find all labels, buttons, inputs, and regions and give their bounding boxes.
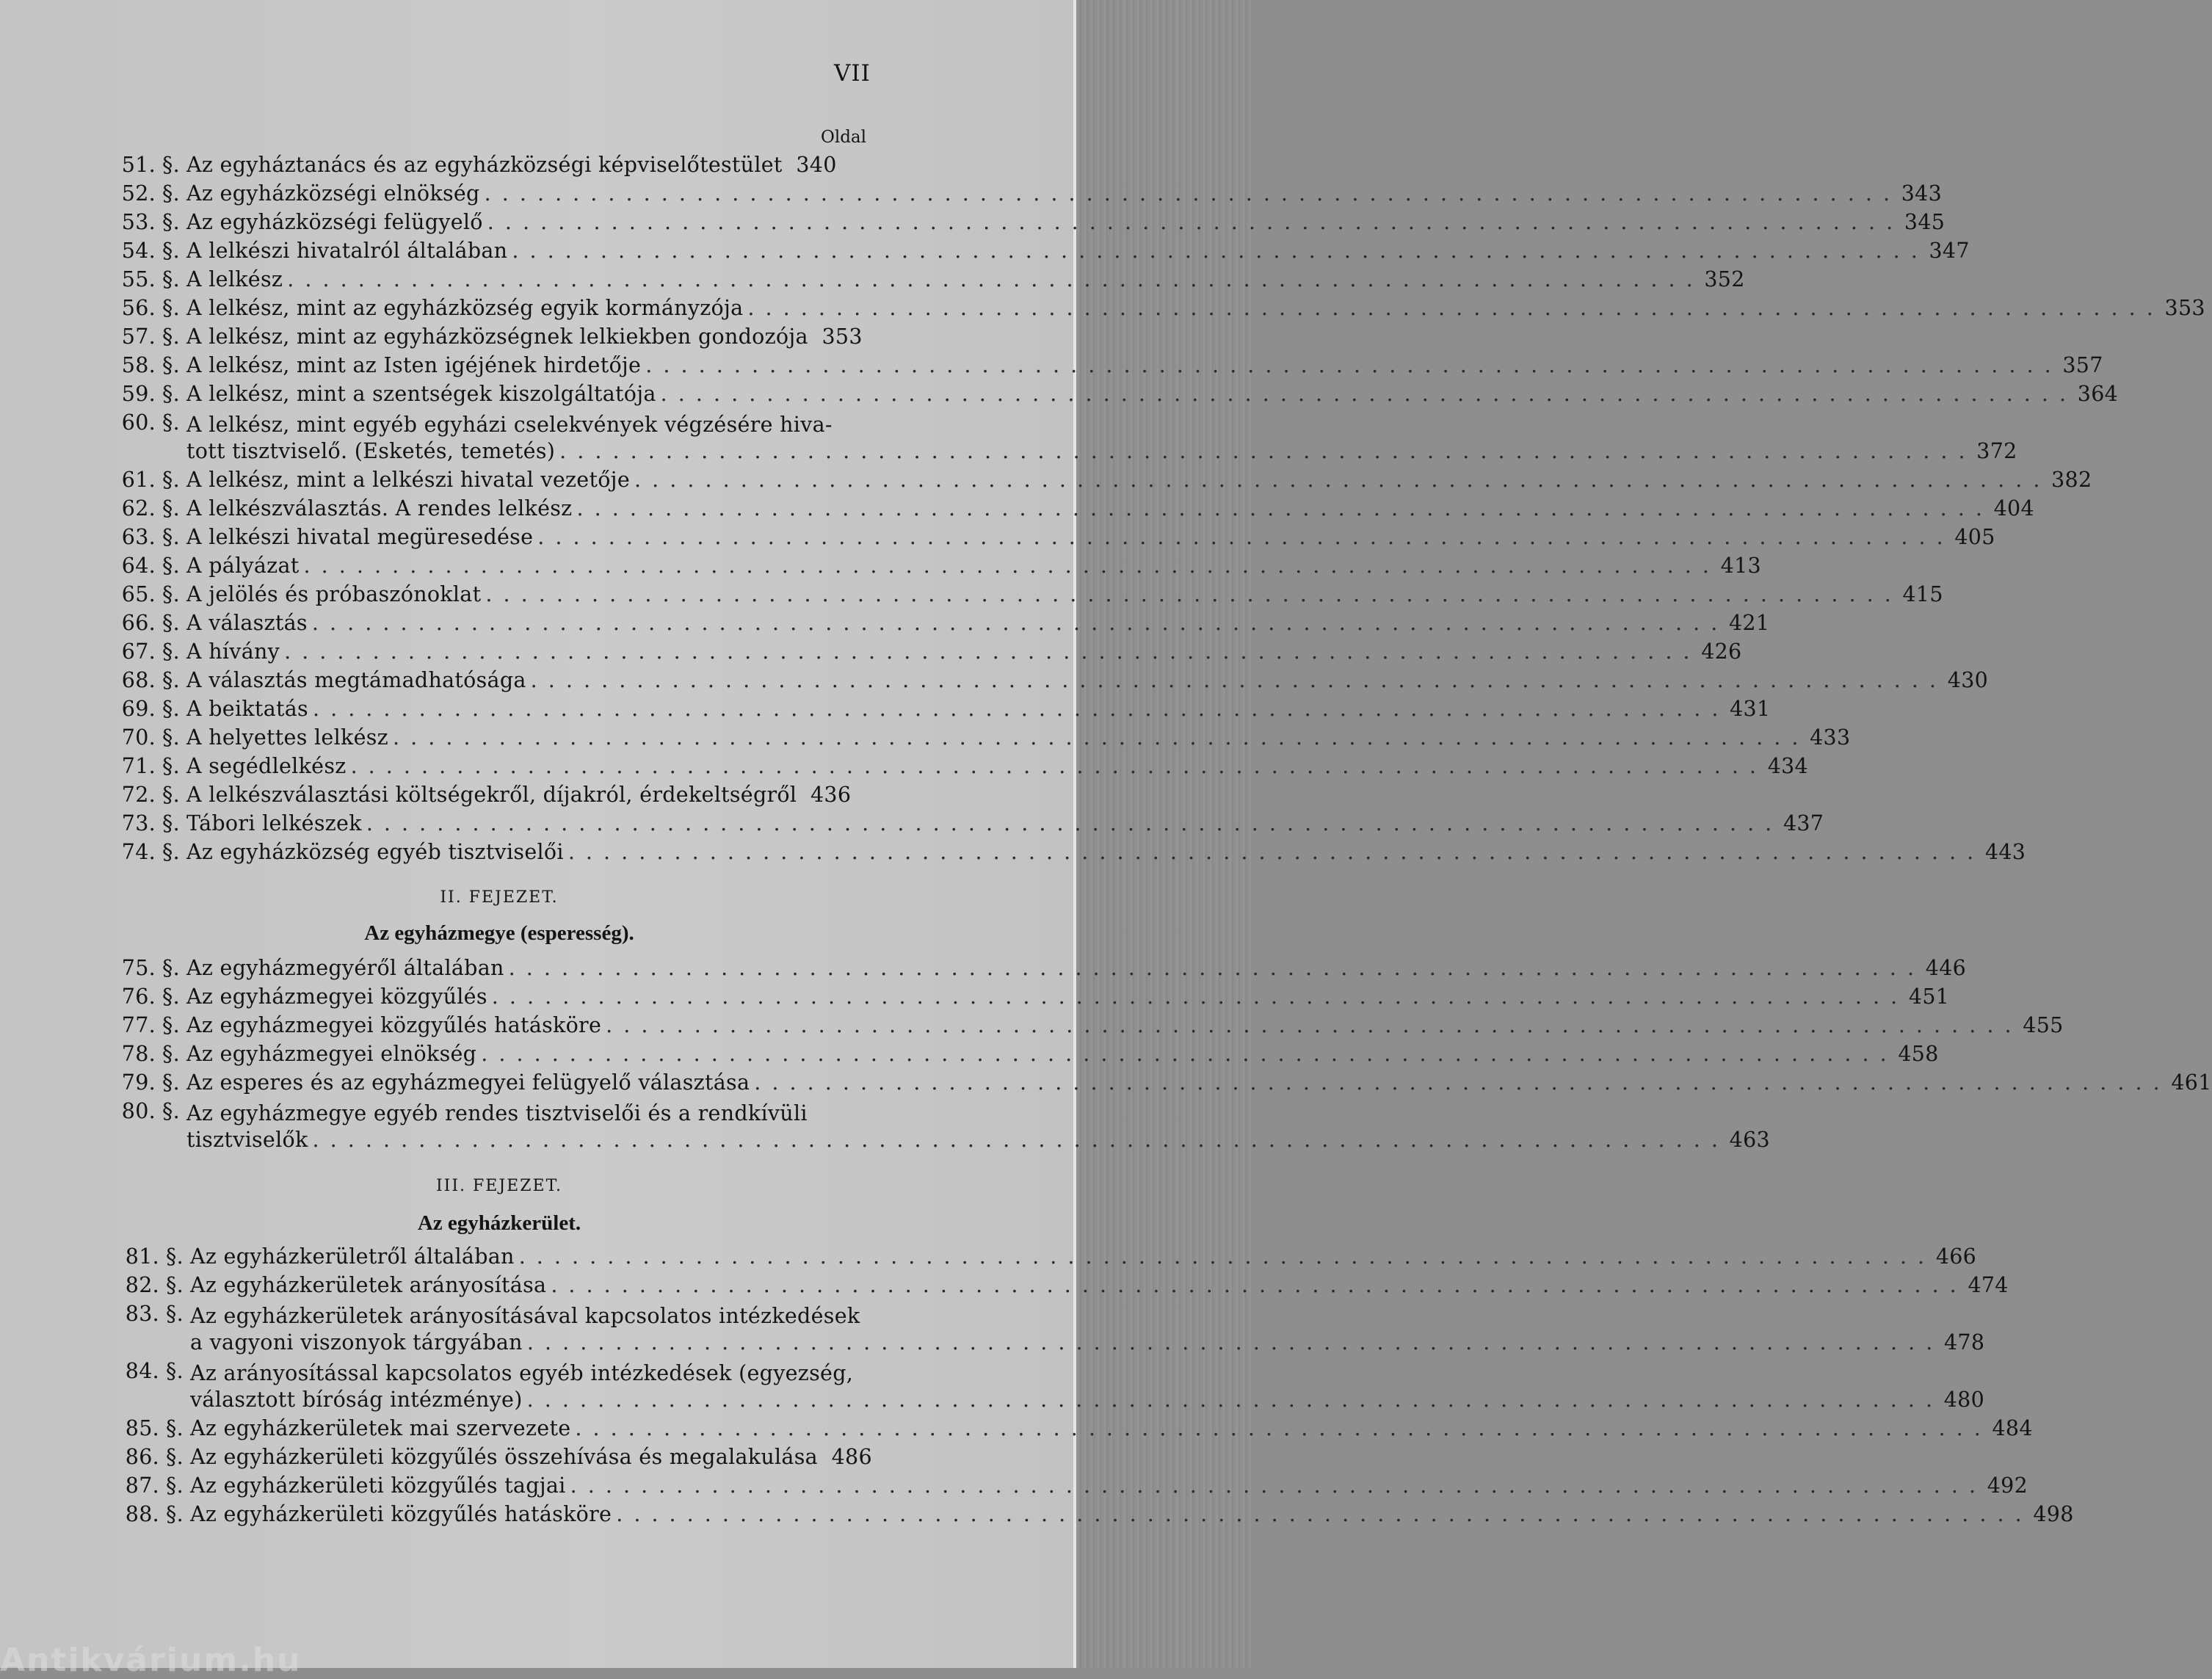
dot-leader <box>616 1502 2023 1526</box>
section-number: 76. <box>121 984 156 1009</box>
toc-entry-title: Az egyházközségi elnökség <box>186 181 480 206</box>
toc-entry <box>114 1502 2074 1531</box>
paragraph-sign: §. <box>162 468 180 492</box>
paragraph-sign: §. <box>162 1070 180 1095</box>
dot-leader <box>537 525 1945 549</box>
page-ref: 413 <box>1720 554 1761 578</box>
toc-entry-title: A lelkész <box>186 267 283 291</box>
page-ref: 466 <box>1935 1244 1977 1269</box>
toc-entry-title: Az egyházkerületi közgyűlés hatásköre <box>190 1502 612 1526</box>
paragraph-sign: §. <box>162 324 180 349</box>
section-number: 81. <box>125 1244 159 1269</box>
paragraph-sign: §. <box>166 1359 184 1383</box>
dot-leader <box>570 1473 1978 1498</box>
page-ref: 498 <box>2033 1502 2074 1526</box>
dot-leader <box>351 754 1758 778</box>
paragraph-sign: §. <box>162 984 180 1009</box>
section-number: 57. <box>121 324 156 349</box>
toc-section-1 <box>110 153 2205 868</box>
paragraph-sign: §. <box>162 1013 180 1037</box>
page-ref: 431 <box>1730 697 1771 721</box>
dot-leader <box>606 1013 2013 1037</box>
toc-entry <box>110 754 1808 783</box>
paragraph-sign: §. <box>166 1244 184 1269</box>
dot-leader <box>527 1388 1934 1412</box>
toc-entry <box>114 1273 2009 1302</box>
toc-entry-body <box>190 1359 1984 1416</box>
toc-entry-title: Az egyházközség egyéb tisztviselői <box>186 840 564 864</box>
paragraph-sign: §. <box>162 496 180 521</box>
dot-leader <box>645 353 2053 377</box>
toc-entry-title: A lelkész, mint egyéb egyházi cselekvények végzésére hiva- <box>186 413 833 437</box>
toc-entry-title: A pályázat <box>186 554 300 578</box>
dot-leader <box>304 554 1711 578</box>
section-number: 59. <box>121 382 156 406</box>
page-ref: 484 <box>1992 1416 2033 1440</box>
paragraph-sign: §. <box>162 410 180 435</box>
dot-leader <box>485 181 1892 206</box>
page-ref: 430 <box>1947 668 1989 692</box>
toc-entry-body <box>186 1099 1770 1156</box>
page-ref: 443 <box>1984 840 2026 864</box>
dot-leader <box>512 239 1919 263</box>
section-number: 58. <box>121 353 156 377</box>
page-ref: 352 <box>1704 267 1745 291</box>
page-ref: 455 <box>2023 1013 2064 1037</box>
paragraph-sign: §. <box>162 811 180 835</box>
dot-leader <box>559 439 1967 463</box>
toc-entry-title: A beiktatás <box>186 697 308 721</box>
dot-leader <box>754 1070 2161 1095</box>
toc-section-3 <box>114 1244 2074 1531</box>
page-ref: 353 <box>822 324 863 349</box>
page-ref: 451 <box>1908 984 1950 1009</box>
paragraph-sign: §. <box>162 554 180 578</box>
toc-entry <box>110 582 1943 611</box>
paragraph-sign: §. <box>162 783 180 807</box>
dot-leader <box>485 582 1893 606</box>
toc-entry <box>110 554 1761 582</box>
section-number: 55. <box>121 267 156 291</box>
page-ref: 474 <box>1968 1273 2009 1297</box>
page-ref: 480 <box>1943 1388 1985 1412</box>
section-number: 88. <box>125 1502 159 1526</box>
toc-entry-title: Az egyházmegyéről általában <box>186 956 504 980</box>
toc-entry <box>114 1302 1985 1359</box>
section-number: 80. <box>121 1099 156 1123</box>
section-number: 56. <box>121 296 156 320</box>
paragraph-sign: §. <box>162 697 180 721</box>
toc-entry-title-continued: választott bíróság intézménye) <box>190 1388 523 1412</box>
toc-entry <box>110 697 1771 725</box>
section-number: 77. <box>121 1013 156 1037</box>
section-number: 78. <box>121 1042 156 1066</box>
dot-leader <box>487 210 1895 234</box>
toc-entry-title: A lelkész, mint az egyházközség egyik kormányzója <box>186 296 744 320</box>
dot-leader <box>527 1330 1934 1355</box>
toc-entry <box>110 1070 2212 1099</box>
paragraph-sign: §. <box>166 1445 184 1469</box>
toc-entry-title: Az egyháztanács és az egyházközségi képviselőtestület <box>186 153 783 177</box>
toc-entry <box>110 181 1943 210</box>
section-number: 83. <box>125 1302 159 1326</box>
toc-entry <box>110 984 1950 1013</box>
dot-leader <box>313 1128 1720 1152</box>
section-number: 63. <box>121 525 156 549</box>
page-ref: 436 <box>810 783 852 807</box>
page-ref: 382 <box>2051 468 2092 492</box>
toc-section-2 <box>110 956 2212 1156</box>
dot-leader <box>575 1416 1982 1440</box>
dot-leader <box>393 725 1800 750</box>
section-number: 65. <box>121 582 156 606</box>
toc-entry <box>110 840 2026 868</box>
page-number: VII <box>834 60 871 87</box>
dot-leader <box>481 1042 1888 1066</box>
section-number: 54. <box>121 239 156 263</box>
chapter-label: II. FEJEZET. <box>440 888 559 907</box>
toc-entry <box>110 296 2205 324</box>
dot-leader <box>747 296 2155 320</box>
section-number: 72. <box>121 783 156 807</box>
paragraph-sign: §. <box>162 239 180 263</box>
dot-leader <box>509 956 1916 980</box>
paragraph-sign: §. <box>166 1416 184 1440</box>
toc-entry-title: A helyettes lelkész <box>186 725 388 750</box>
watermark-text: Antikvárium.hu <box>0 1642 302 1679</box>
toc-entry <box>110 1013 2064 1042</box>
paragraph-sign: §. <box>162 353 180 377</box>
toc-entry <box>110 382 2119 410</box>
section-number: 51. <box>121 153 156 177</box>
toc-entry <box>114 1244 1977 1273</box>
paragraph-sign: §. <box>162 668 180 692</box>
toc-entry <box>110 811 1824 840</box>
page-ref: 357 <box>2062 353 2103 377</box>
toc-entry-title: A segédlelkész <box>186 754 347 778</box>
toc-entry <box>110 1099 1770 1156</box>
toc-entry <box>114 1445 872 1473</box>
paragraph-sign: §. <box>162 754 180 778</box>
toc-entry <box>110 496 2034 525</box>
page-ref: 458 <box>1898 1042 1939 1066</box>
toc-entry-title: Az egyházmegye egyéb rendes tisztviselői és a rendkívüli <box>186 1101 808 1125</box>
page-ref: 461 <box>2171 1070 2212 1095</box>
toc-entry <box>110 153 837 181</box>
toc-entry-title: Tábori lelkészek <box>186 811 362 835</box>
dot-leader <box>519 1244 1926 1269</box>
paragraph-sign: §. <box>162 725 180 750</box>
toc-entry-body <box>190 1302 1984 1359</box>
dot-leader <box>287 267 1694 291</box>
toc-entry <box>110 783 852 811</box>
paragraph-sign: §. <box>166 1273 184 1297</box>
dot-leader <box>661 382 2068 406</box>
toc-entry <box>110 410 2017 468</box>
paragraph-sign: §. <box>166 1473 184 1498</box>
page-ref: 426 <box>1701 639 1742 664</box>
page-ref: 434 <box>1767 754 1808 778</box>
section-number: 68. <box>121 668 156 692</box>
dot-leader <box>313 697 1720 721</box>
section-number: 53. <box>121 210 156 234</box>
paragraph-sign: §. <box>162 153 180 177</box>
section-number: 61. <box>121 468 156 492</box>
toc-entry-title: A lelkészválasztási költségekről, díjakról, érdekeltségről <box>186 783 797 807</box>
toc-entry-title: Az egyházkerületi közgyűlés tagjai <box>190 1473 566 1498</box>
page-ref: 340 <box>796 153 837 177</box>
toc-entry-title: Az egyházkerületek arányosításával kapcsolatos intézkedések <box>190 1304 860 1328</box>
toc-entry <box>110 468 2092 496</box>
section-number: 66. <box>121 611 156 635</box>
toc-entry-title: A lelkészválasztás. A rendes lelkész <box>186 496 573 521</box>
toc-entry-title: Az egyházkerületről általában <box>190 1244 515 1269</box>
toc-entry-continuation <box>190 1388 1984 1416</box>
toc-entry-title: Az esperes és az egyházmegyei felügyelő választása <box>186 1070 750 1095</box>
toc-entry <box>110 239 1970 267</box>
toc-entry <box>110 611 1770 639</box>
toc-entry-title: A hívány <box>186 639 280 664</box>
chapter-title: Az egyházmegye (esperesség). <box>364 921 634 945</box>
toc-entry <box>114 1416 2033 1445</box>
paragraph-sign: §. <box>162 267 180 291</box>
page-ref: 478 <box>1943 1330 1985 1355</box>
toc-entry <box>114 1359 1985 1416</box>
toc-entry-continuation <box>190 1330 1984 1359</box>
toc-entry <box>110 324 863 353</box>
dot-leader <box>492 984 1899 1009</box>
toc-entry-title-continued: tott tisztviselő. (Esketés, temetés) <box>186 439 556 463</box>
toc-entry-continuation <box>186 439 2017 468</box>
toc-entry-title: Az egyházmegyei közgyűlés <box>186 984 487 1009</box>
paragraph-sign: §. <box>162 639 180 664</box>
section-number: 74. <box>121 840 156 864</box>
page-ref: 446 <box>1925 956 1967 980</box>
section-number: 52. <box>121 181 156 206</box>
toc-entry-body <box>186 410 2017 468</box>
section-number: 70. <box>121 725 156 750</box>
toc-entry-title: A választás <box>186 611 308 635</box>
toc-entry <box>110 956 1967 984</box>
toc-entry-title: A választás megtámadhatósága <box>186 668 526 692</box>
section-number: 79. <box>121 1070 156 1095</box>
section-number: 86. <box>125 1445 159 1469</box>
toc-entry-title: A jelölés és próbaszónoklat <box>186 582 482 606</box>
dot-leader <box>531 668 1938 692</box>
paragraph-sign: §. <box>162 582 180 606</box>
dot-leader <box>634 468 2042 492</box>
paragraph-sign: §. <box>162 956 180 980</box>
toc-entry-title: Az egyházkerületek arányosítása <box>190 1273 547 1297</box>
toc-entry-title: Az arányosítással kapcsolatos egyéb intézkedések (egyezség, <box>190 1361 854 1385</box>
toc-entry-title: A lelkészi hivatalról általában <box>186 239 508 263</box>
section-number: 69. <box>121 697 156 721</box>
toc-entry <box>110 353 2103 382</box>
dot-leader <box>312 611 1719 635</box>
toc-entry-title-continued: a vagyoni viszonyok tárgyában <box>190 1330 523 1355</box>
toc-entry-continuation <box>186 1128 1770 1156</box>
page-ref: 345 <box>1904 210 1946 234</box>
section-number: 62. <box>121 496 156 521</box>
section-number: 64. <box>121 554 156 578</box>
page-ref: 347 <box>1929 239 1970 263</box>
paragraph-sign: §. <box>166 1502 184 1526</box>
toc-entry <box>110 668 1989 697</box>
dot-leader <box>577 496 1984 521</box>
toc-entry-title: A lelkész, mint az egyházközségnek lelkiekben gondozója <box>186 324 808 349</box>
section-number: 73. <box>121 811 156 835</box>
toc-entry-title: A lelkész, mint az Isten igéjének hirdetője <box>186 353 642 377</box>
toc-entry <box>110 1042 1939 1070</box>
page-ref: 433 <box>1810 725 1851 750</box>
paragraph-sign: §. <box>162 210 180 234</box>
page-ref: 437 <box>1783 811 1824 835</box>
toc-entry <box>110 639 1742 668</box>
toc-entry-title-continued: tisztviselők <box>186 1128 308 1152</box>
paragraph-sign: §. <box>162 382 180 406</box>
page-ref: 405 <box>1954 525 1995 549</box>
page-ref: 353 <box>2164 296 2205 320</box>
paragraph-sign: §. <box>162 296 180 320</box>
paragraph-sign: §. <box>166 1302 184 1326</box>
paragraph-sign: §. <box>162 525 180 549</box>
section-number: 87. <box>125 1473 159 1498</box>
chapter-title: Az egyházkerület. <box>417 1211 581 1235</box>
paragraph-sign: §. <box>162 1042 180 1066</box>
page-ref: 415 <box>1902 582 1943 606</box>
toc-entry <box>110 267 1745 296</box>
toc-entry-title: A lelkész, mint a szentségek kiszolgáltatója <box>186 382 656 406</box>
paragraph-sign: §. <box>162 611 180 635</box>
toc-entry-title: A lelkész, mint a lelkészi hivatal vezetője <box>186 468 630 492</box>
dot-leader <box>551 1273 1958 1297</box>
toc-entry <box>114 1473 2028 1502</box>
page-ref: 486 <box>831 1445 872 1469</box>
chapter-label: III. FEJEZET. <box>435 1177 563 1195</box>
section-number: 67. <box>121 639 156 664</box>
section-number: 60. <box>121 410 156 435</box>
section-number: 75. <box>121 956 156 980</box>
page-ref: 492 <box>1987 1473 2028 1498</box>
page-ref: 463 <box>1729 1128 1770 1152</box>
toc-entry-title: Az egyházkerületek mai szervezete <box>190 1416 571 1440</box>
paragraph-sign: §. <box>162 1099 180 1123</box>
toc-entry-title: Az egyházmegyei közgyűlés hatásköre <box>186 1013 602 1037</box>
toc-entry <box>110 725 1851 754</box>
page-ref: 364 <box>2077 382 2119 406</box>
dot-leader <box>284 639 1691 664</box>
page-ref: 404 <box>1993 496 2034 521</box>
section-number: 85. <box>125 1416 159 1440</box>
page-column-label: Oldal <box>821 128 867 147</box>
section-number: 71. <box>121 754 156 778</box>
toc-entry-title: Az egyházmegyei elnökség <box>186 1042 477 1066</box>
page-ref: 372 <box>1976 439 2017 463</box>
page-ref: 421 <box>1728 611 1770 635</box>
section-number: 82. <box>125 1273 159 1297</box>
section-number: 84. <box>125 1359 159 1383</box>
toc-entry <box>110 210 1946 239</box>
toc-entry-title: A lelkészi hivatal megüresedése <box>186 525 534 549</box>
dot-leader <box>366 811 1774 835</box>
dot-leader <box>568 840 1976 864</box>
paragraph-sign: §. <box>162 181 180 206</box>
paragraph-sign: §. <box>162 840 180 864</box>
toc-entry-title: Az egyházközségi felügyelő <box>186 210 483 234</box>
toc-entry-title: Az egyházkerületi közgyűlés összehívása és megalakulása <box>190 1445 818 1469</box>
page-ref: 343 <box>1901 181 1943 206</box>
toc-entry <box>110 525 1995 554</box>
